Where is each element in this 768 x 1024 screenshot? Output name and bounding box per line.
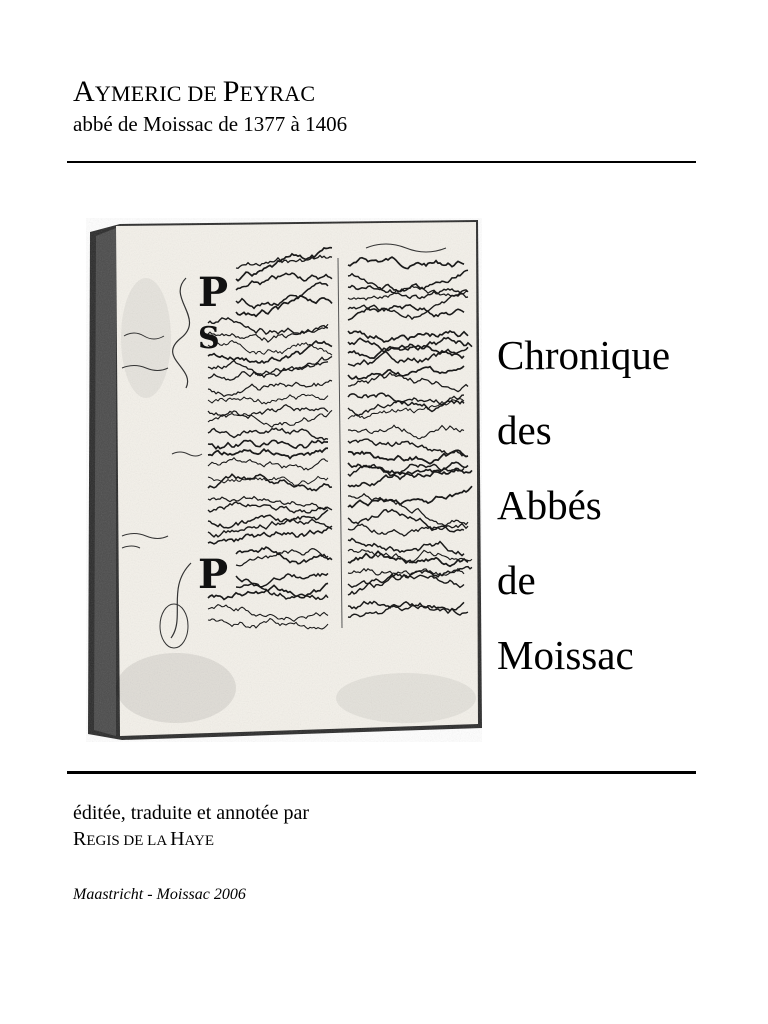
title-line: Abbés (497, 482, 602, 528)
ornamental-initial: S (198, 321, 220, 356)
title-line: des (497, 407, 552, 453)
editor-smallcaps: EGIS DE LA (86, 833, 171, 849)
bottom-divider (67, 771, 696, 774)
book-title (497, 318, 757, 693)
title-line: Moissac (497, 632, 634, 678)
edition-credit: éditée, traduite et annotée par (73, 802, 309, 824)
ornamental-initial: P (198, 551, 229, 598)
author-subtitle: abbé de Moissac de 1377 à 1406 (73, 112, 348, 136)
editor-initial: R (73, 828, 87, 850)
editor-initial: H (170, 828, 185, 850)
title-line: de (497, 557, 536, 603)
author-smallcaps: YMERIC DE (94, 81, 223, 106)
top-divider (67, 161, 696, 163)
editor-smallcaps: AYE (184, 833, 214, 849)
author-initial: A (73, 75, 95, 108)
author-smallcaps: EYRAC (239, 81, 316, 106)
manuscript-page-image (86, 218, 482, 742)
author-initial: P (222, 75, 240, 108)
title-line: Chronique (497, 332, 671, 378)
author-name (73, 76, 315, 110)
editor-name (73, 827, 214, 854)
ornamental-initial: P (198, 269, 229, 316)
place-and-year: Maastricht - Moissac 2006 (73, 886, 246, 903)
